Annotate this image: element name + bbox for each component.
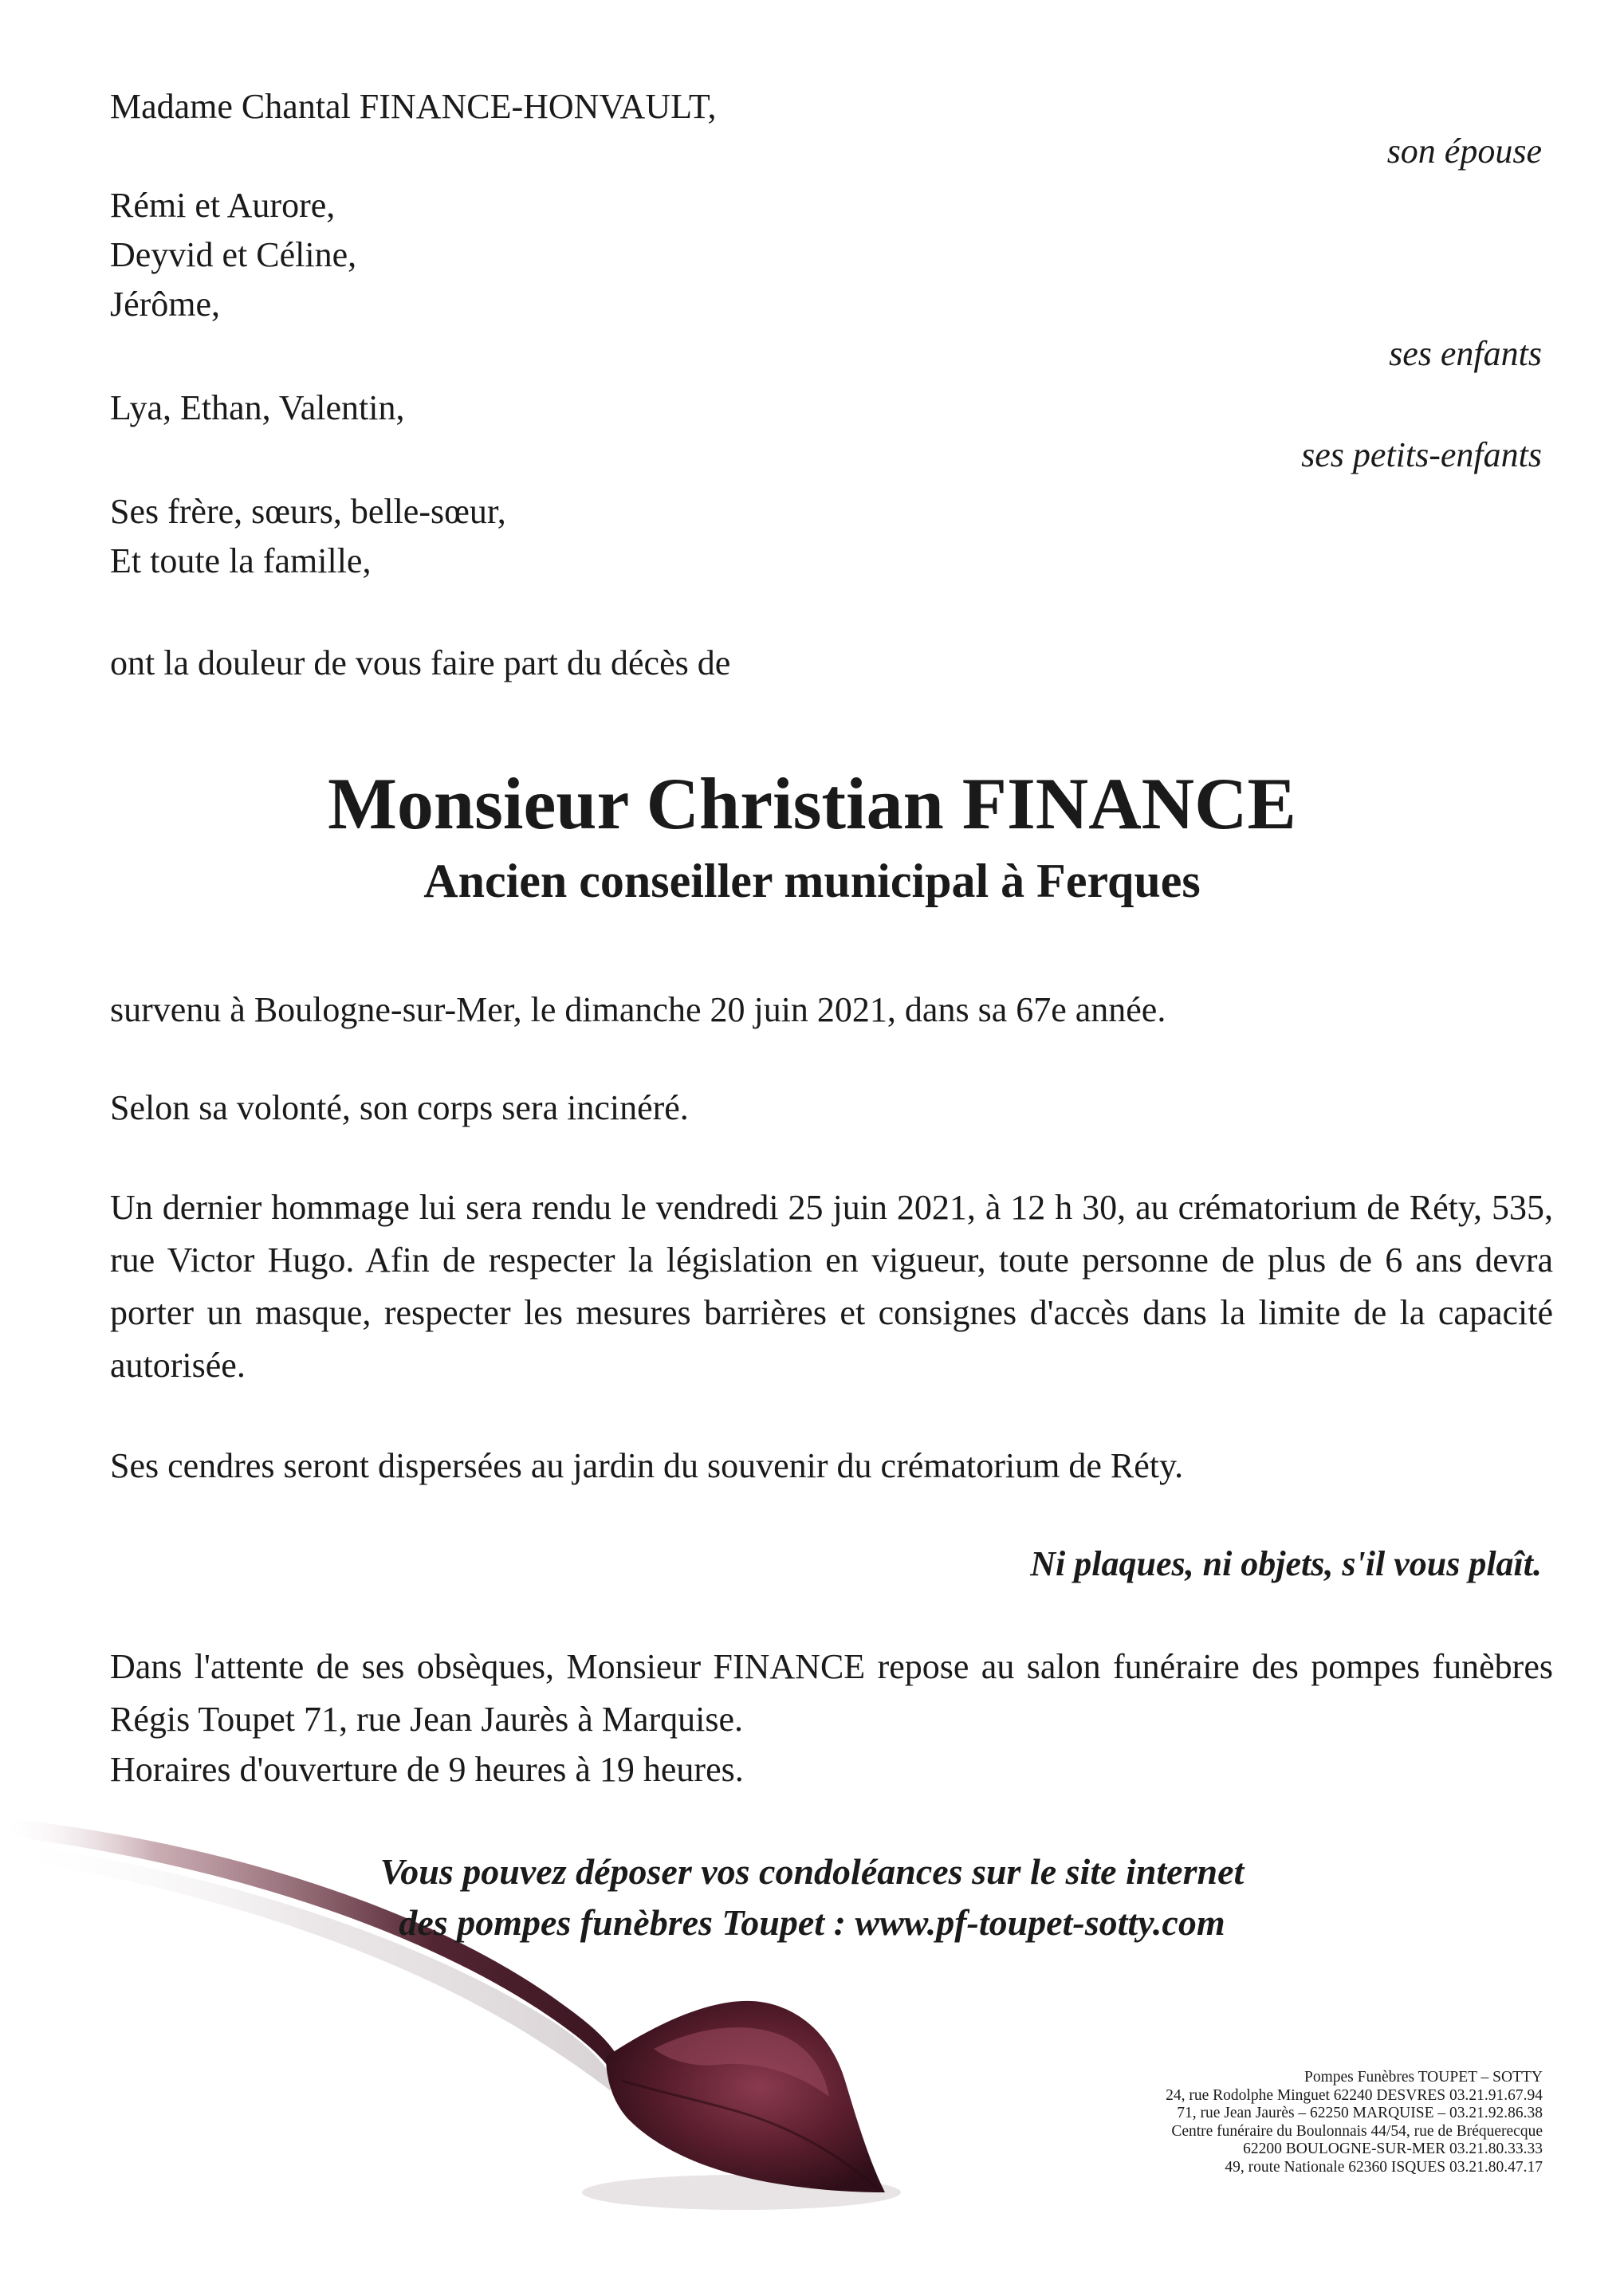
siblings-line: Ses frère, sœurs, belle-sœur, (110, 492, 506, 531)
children-role: ses enfants (1389, 334, 1542, 373)
grandchildren-names: Lya, Ethan, Valentin, (110, 388, 405, 427)
child-line-2: Deyvid et Céline, (110, 235, 357, 274)
spouse-name: Madame Chantal FINANCE-HONVAULT, (110, 87, 717, 126)
spouse-role: son épouse (1386, 132, 1542, 171)
tribute-paragraph: Un dernier hommage lui sera rendu le vendredi 25 juin 2021, à 12 h 30, au crématorium de Réty, 535, rue Victor Hugo. Afin de respecter la législation en vigueur, toute personne de plus de 6 ans devra porter un masque, respecter les mesures barrières et consignes d'accès dans la limite de la capacité autorisée. (110, 1188, 1553, 1385)
cremation-note: Selon sa volonté, son corps sera incinéré. (110, 1088, 689, 1127)
footer-company: Pompes Funèbres TOUPET – SOTTY (1304, 2069, 1543, 2086)
child-line-1: Rémi et Aurore, (110, 186, 336, 225)
repose-paragraph: Dans l'attente de ses obsèques, Monsieur FINANCE repose au salon funéraire des pompes funèbres Régis Toupet 71, rue Jean Jaurès à Marquise. (110, 1647, 1553, 1739)
grandchildren-role: ses petits-enfants (1301, 435, 1542, 474)
footer-centre: Centre funéraire du Boulonnais 44/54, rue de Bréquerecque (1171, 2122, 1543, 2140)
footer-address-boulogne: 62200 BOULOGNE-SUR-MER 03.21.80.33.33 (1243, 2141, 1543, 2157)
footer-address-isques: 49, route Nationale 62360 ISQUES 03.21.80.47.17 (1225, 2158, 1543, 2176)
condolences-line-1: Vous pouvez déposer vos condoléances sur le site internet (379, 1851, 1245, 1892)
no-flowers-note: Ni plaques, ni objets, s'il vous plaît. (1030, 1544, 1542, 1583)
condolences-line-2: des pompes funèbres Toupet : www.pf-toupet-sotty.com (399, 1902, 1225, 1943)
child-line-3: Jérôme, (110, 285, 221, 324)
footer-address-marquise: 71, rue Jean Jaurès – 62250 MARQUISE – 03.21.92.86.38 (1177, 2105, 1543, 2121)
footer-address-desvres: 24, rue Rodolphe Minguet 62240 DESVRES 03.21.91.67.94 (1166, 2086, 1543, 2104)
opening-hours: Horaires d'ouverture de 9 heures à 19 heures. (110, 1750, 744, 1789)
deceased-name: Monsieur Christian FINANCE (328, 763, 1296, 844)
intro-line: ont la douleur de vous faire part du décès de (110, 643, 731, 682)
ashes-note: Ses cendres seront dispersées au jardin du souvenir du crématorium de Réty. (110, 1446, 1184, 1485)
funeral-home-footer (1166, 2069, 1543, 2176)
death-details: survenu à Boulogne-sur-Mer, le dimanche 20 juin 2021, dans sa 67e année. (110, 990, 1166, 1029)
family-line: Et toute la famille, (110, 541, 372, 580)
deceased-title: Ancien conseiller municipal à Ferques (423, 855, 1201, 907)
